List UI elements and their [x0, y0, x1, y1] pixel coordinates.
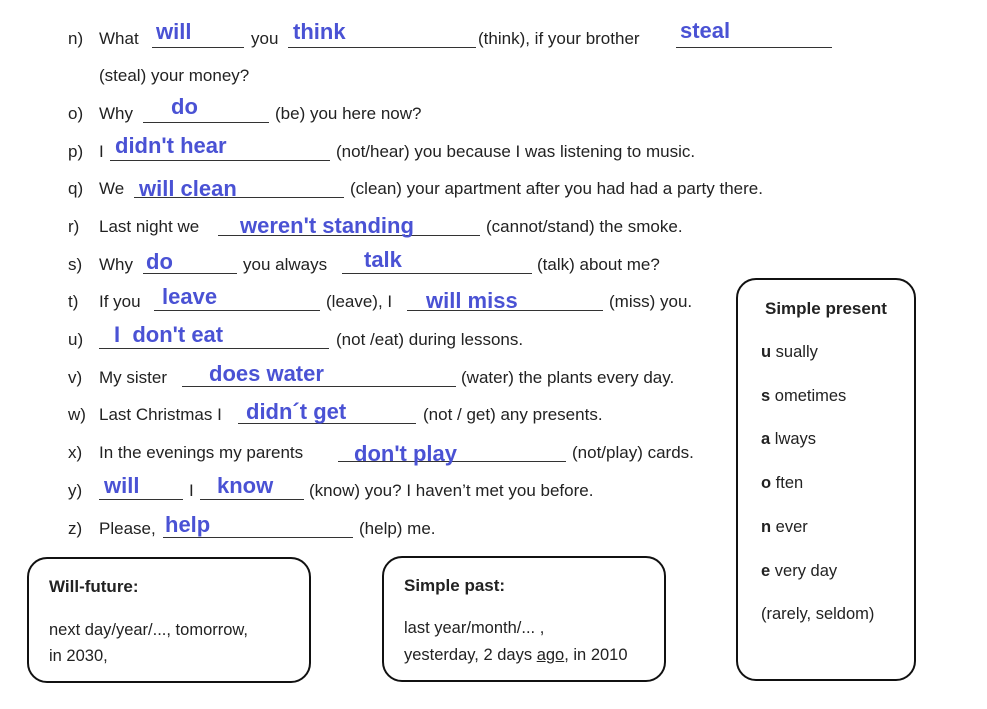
- exercise-letter: v): [68, 368, 83, 387]
- exercise-letter: x): [68, 443, 83, 462]
- box-text: in 2030,: [49, 647, 108, 665]
- exercise-text: (not/hear) you because I was listening to music.: [336, 142, 696, 161]
- exercise-text: What: [99, 29, 139, 48]
- box-title: Simple past:: [404, 576, 506, 595]
- answer-text: don't play: [354, 441, 458, 466]
- signal-initial: s: [761, 387, 771, 405]
- box-text-part: ago: [536, 646, 565, 664]
- answer-text: will: [104, 473, 140, 498]
- signal-word: [761, 474, 803, 493]
- signal-rest: sually: [771, 343, 818, 361]
- will-future-box: [27, 557, 311, 683]
- exercise-text: If you: [99, 292, 141, 311]
- exercise-letter: p): [68, 142, 84, 161]
- exercise-text: (not/play) cards.: [572, 443, 694, 462]
- answer-text: do: [146, 249, 173, 274]
- answer-blank[interactable]: [110, 160, 330, 161]
- exercise-text: (help) me.: [359, 519, 436, 538]
- signal-initial: e: [761, 562, 771, 580]
- exercise-text: I: [189, 481, 194, 500]
- answer-text: weren't standing: [240, 213, 414, 238]
- simple-past-box: [382, 556, 666, 682]
- exercise-letter: n): [68, 29, 84, 48]
- signal-rest: ever: [771, 518, 808, 536]
- answer-blank[interactable]: [200, 499, 304, 500]
- answer-text: know: [217, 473, 274, 498]
- signal-initial: n: [761, 518, 772, 536]
- signal-rest: ometimes: [770, 387, 847, 405]
- signal-word: [761, 387, 846, 406]
- exercise-text: My sister: [99, 368, 167, 387]
- answer-text: I don't eat: [114, 322, 224, 347]
- answer-text: didn't hear: [115, 133, 227, 158]
- exercise-text: (talk) about me?: [537, 255, 660, 274]
- exercise-text: (cannot/stand) the smoke.: [486, 217, 683, 236]
- exercise-text: Last Christmas I: [99, 405, 222, 424]
- exercise-text: you: [251, 29, 279, 48]
- box-text: [404, 646, 628, 665]
- signal-word: [761, 562, 837, 581]
- box-text: last year/month/... ,: [404, 619, 545, 637]
- box-text: next day/year/..., tomorrow,: [49, 621, 248, 639]
- answer-text: didn´t get: [246, 399, 347, 424]
- answer-blank[interactable]: [182, 386, 456, 387]
- exercise-text: (be) you here now?: [275, 104, 422, 123]
- answer-text: think: [293, 19, 346, 44]
- exercise-text: (think), if your brother: [478, 29, 640, 48]
- answer-blank[interactable]: [288, 47, 476, 48]
- answer-text: leave: [162, 284, 218, 309]
- answer-text: talk: [364, 247, 402, 272]
- answer-blank[interactable]: [99, 348, 329, 349]
- answer-blank[interactable]: [143, 122, 269, 123]
- answer-blank[interactable]: [152, 47, 244, 48]
- exercise-text: (water) the plants every day.: [461, 368, 675, 387]
- exercise-text: I: [99, 142, 104, 161]
- exercise-letter: s): [68, 255, 83, 274]
- answer-text: will clean: [139, 176, 237, 201]
- exercise-text: Please,: [99, 519, 156, 538]
- exercise-text: you always: [243, 255, 328, 274]
- answer-text: steal: [680, 18, 731, 43]
- answer-text: will miss: [426, 288, 518, 313]
- exercise-text: (clean) your apartment after you had had a party there.: [350, 179, 763, 198]
- exercise-text: In the evenings my parents: [99, 443, 304, 462]
- answer-blank[interactable]: [163, 537, 353, 538]
- box-title: Simple present: [765, 299, 887, 318]
- box-text-part: , in 2010: [564, 646, 628, 664]
- exercise-text: Why: [99, 255, 133, 274]
- answer-text: help: [165, 512, 211, 537]
- signal-rest: lways: [770, 430, 817, 448]
- answer-text: do: [171, 94, 198, 119]
- exercise-text: (leave), I: [326, 292, 393, 311]
- answer-blank[interactable]: [154, 310, 320, 311]
- signal-word: [761, 343, 818, 362]
- exercise-text: (know) you? I haven’t met you before.: [309, 481, 594, 500]
- exercise-letter: o): [68, 104, 84, 123]
- exercise-letter: q): [68, 179, 84, 198]
- exercise-text: Why: [99, 104, 133, 123]
- signal-rest: very day: [770, 562, 838, 580]
- answer-text: will: [156, 19, 192, 44]
- exercise-letter: u): [68, 330, 84, 349]
- exercise-text: (not / get) any presents.: [423, 405, 603, 424]
- answer-blank[interactable]: [342, 273, 532, 274]
- exercise-text: Last night we: [99, 217, 200, 236]
- exercise-text: (not /eat) during lessons.: [336, 330, 524, 349]
- exercise-letter: y): [68, 481, 83, 500]
- simple-present-box: [736, 278, 916, 681]
- box-text-part: yesterday, 2 days: [404, 646, 537, 664]
- box-note: (rarely, seldom): [761, 605, 875, 623]
- signal-rest: ften: [771, 474, 804, 492]
- answer-blank[interactable]: [99, 499, 183, 500]
- exercise-letter: w): [68, 405, 86, 424]
- exercise-letter: t): [68, 292, 79, 311]
- exercise-text: We: [99, 179, 125, 198]
- answer-blank[interactable]: [676, 47, 832, 48]
- answer-text: does water: [209, 361, 324, 386]
- signal-initial: u: [761, 343, 772, 361]
- signal-initial: a: [761, 430, 771, 448]
- signal-initial: o: [761, 474, 772, 492]
- signal-word: [761, 430, 816, 449]
- exercise-letter: r): [68, 217, 80, 236]
- box-title: Will-future:: [49, 577, 139, 596]
- exercise-letter: z): [68, 519, 83, 538]
- signal-word: [761, 518, 808, 537]
- exercise-text: (miss) you.: [609, 292, 693, 311]
- exercise-text: (steal) your money?: [99, 66, 250, 85]
